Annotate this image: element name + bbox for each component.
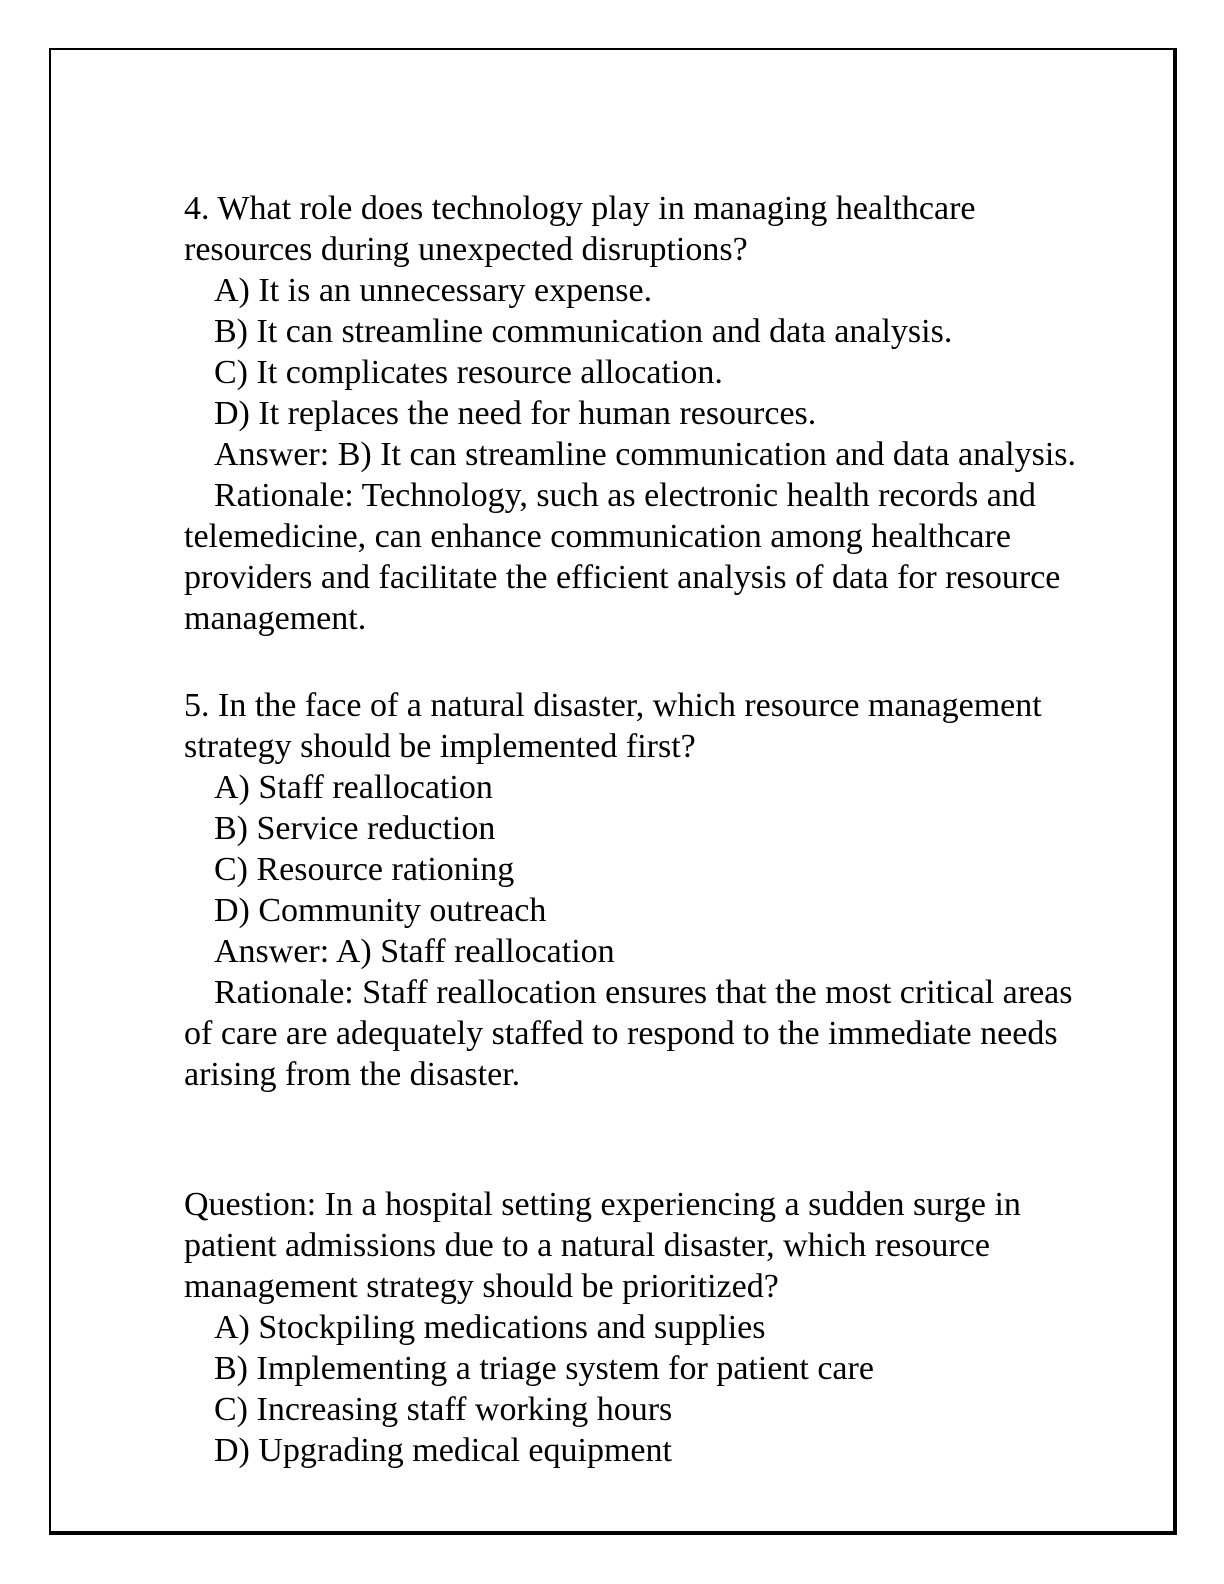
document-content — [184, 188, 1174, 1471]
text-line: 5. In the face of a natural disaster, which resource management — [184, 687, 1042, 724]
text-line: telemedicine, can enhance communication among healthcare — [184, 518, 1011, 555]
text-line: providers and facilitate the efficient analysis of data for resource — [184, 559, 1061, 596]
text-line: D) It replaces the need for human resources. — [214, 395, 817, 432]
text-line: Answer: B) It can streamline communication and data analysis. — [214, 436, 1077, 473]
document-frame — [49, 48, 1177, 1535]
text-line: patient admissions due to a natural disaster, which resource — [184, 1227, 990, 1264]
text-line: D) Community outreach — [214, 892, 547, 929]
question-5 — [184, 685, 1174, 1095]
text-line: A) Staff reallocation — [214, 769, 493, 806]
text-line: D) Upgrading medical equipment — [214, 1432, 672, 1469]
text-line: Rationale: Staff reallocation ensures that the most critical areas — [214, 974, 1073, 1011]
text-line: C) Resource rationing — [214, 851, 515, 888]
text-line: B) Service reduction — [214, 810, 496, 847]
text-line: 4. What role does technology play in managing healthcare — [184, 190, 976, 227]
text-line: management strategy should be prioritized? — [184, 1268, 779, 1305]
text-line: C) It complicates resource allocation. — [214, 354, 723, 391]
text-line: A) Stockpiling medications and supplies — [214, 1309, 766, 1346]
scenario-question — [184, 1184, 1174, 1471]
text-line: strategy should be implemented first? — [184, 728, 696, 765]
text-line: Question: In a hospital setting experiencing a sudden surge in — [184, 1186, 1021, 1223]
text-line: Rationale: Technology, such as electronic health records and — [214, 477, 1036, 514]
text-line: A) It is an unnecessary expense. — [214, 272, 653, 309]
text-line: Answer: A) Staff reallocation — [214, 933, 615, 970]
text-line: resources during unexpected disruptions? — [184, 231, 748, 268]
question-4 — [184, 188, 1174, 639]
text-line: B) Implementing a triage system for patient care — [214, 1350, 874, 1387]
text-line: C) Increasing staff working hours — [214, 1391, 673, 1428]
text-line: B) It can streamline communication and data analysis. — [214, 313, 953, 350]
text-line: arising from the disaster. — [184, 1056, 521, 1093]
text-line: of care are adequately staffed to respond to the immediate needs — [184, 1015, 1058, 1052]
text-line: management. — [184, 600, 367, 637]
